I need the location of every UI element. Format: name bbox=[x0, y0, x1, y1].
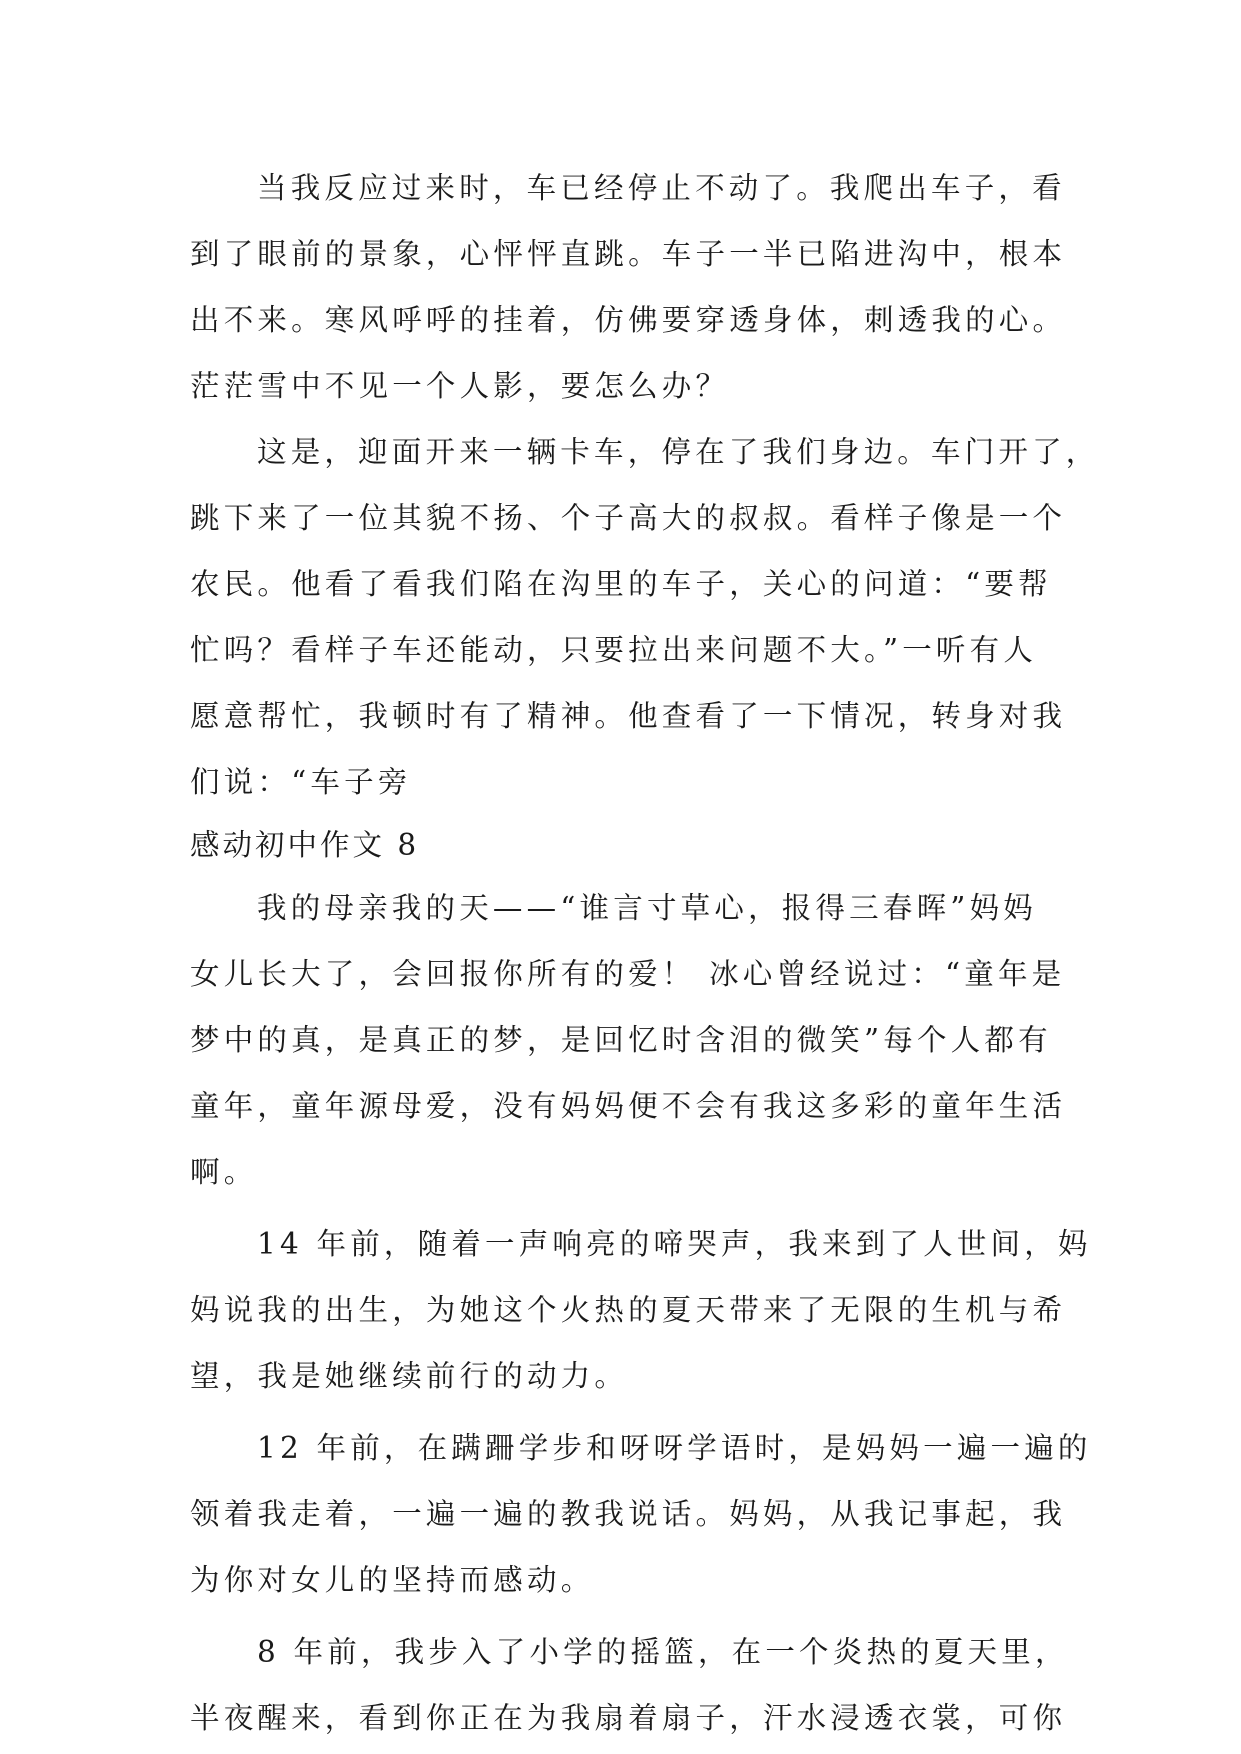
paragraph-line: 啊。 bbox=[190, 1155, 258, 1189]
paragraph-line: 跳下来了一位其貌不扬、个子高大的叔叔。看样子像是一个 bbox=[190, 501, 1067, 535]
paragraph bbox=[190, 875, 1070, 1205]
paragraph bbox=[190, 1415, 1092, 1613]
paragraph-line: 到了眼前的景象，心怦怦直跳。车子一半已陷进沟中，根本 bbox=[190, 237, 1067, 271]
paragraph-line: 望，我是她继续前行的动力。 bbox=[190, 1359, 629, 1393]
document-body bbox=[190, 155, 1100, 1751]
paragraph bbox=[190, 155, 1070, 419]
paragraph-line: 妈说我的出生，为她这个火热的夏天带来了无限的生机与希 bbox=[190, 1293, 1067, 1327]
paragraph-line: 我的母亲我的天——“谁言寸草心，报得三春晖”妈妈 bbox=[257, 891, 1037, 925]
paragraph-line: 14 年前，随着一声响亮的啼哭声，我来到了人世间，妈 bbox=[257, 1227, 1092, 1261]
paragraph-line: 为你对女儿的坚持而感动。 bbox=[190, 1563, 595, 1597]
section-heading: 感动初中作文 8 bbox=[190, 828, 420, 862]
paragraph bbox=[190, 419, 1100, 815]
paragraph-line: 们说：“车子旁 bbox=[190, 765, 412, 799]
paragraph-line: 茫茫雪中不见一个人影，要怎么办？ bbox=[190, 369, 730, 403]
paragraph-line: 半夜醒来，看到你正在为我扇着扇子，汗水浸透衣裳，可你 bbox=[190, 1701, 1067, 1735]
paragraph-line: 出不来。寒风呼呼的挂着，仿佛要穿透身体，刺透我的心。 bbox=[190, 303, 1067, 337]
paragraph-line: 12 年前，在蹒跚学步和呀呀学语时，是妈妈一遍一遍的 bbox=[257, 1431, 1092, 1465]
paragraph-line: 愿意帮忙，我顿时有了精神。他查看了一下情况，转身对我 bbox=[190, 699, 1067, 733]
paragraph-line: 农民。他看了看我们陷在沟里的车子，关心的问道：“要帮 bbox=[190, 567, 1052, 601]
paragraph bbox=[190, 1211, 1092, 1409]
paragraph bbox=[190, 1619, 1070, 1751]
paragraph-line: 梦中的真，是真正的梦，是回忆时含泪的微笑”每个人都有 bbox=[190, 1023, 1052, 1057]
paragraph-line: 童年，童年源母爱，没有妈妈便不会有我这多彩的童年生活 bbox=[190, 1089, 1067, 1123]
paragraph-line: 8 年前，我步入了小学的摇篮，在一个炎热的夏天里， bbox=[257, 1635, 1069, 1669]
paragraph-line: 忙吗？看样子车还能动，只要拉出来问题不大。”一听有人 bbox=[190, 633, 1038, 667]
paragraph-line: 这是，迎面开来一辆卡车，停在了我们身边。车门开了， bbox=[257, 435, 1100, 469]
paragraph-line: 领着我走着，一遍一遍的教我说话。妈妈，从我记事起，我 bbox=[190, 1497, 1067, 1531]
paragraph-line: 女儿长大了，会回报你所有的爱！ 冰心曾经说过：“童年是 bbox=[190, 957, 1066, 991]
paragraph-line: 当我反应过来时，车已经停止不动了。我爬出车子，看 bbox=[257, 171, 1066, 205]
